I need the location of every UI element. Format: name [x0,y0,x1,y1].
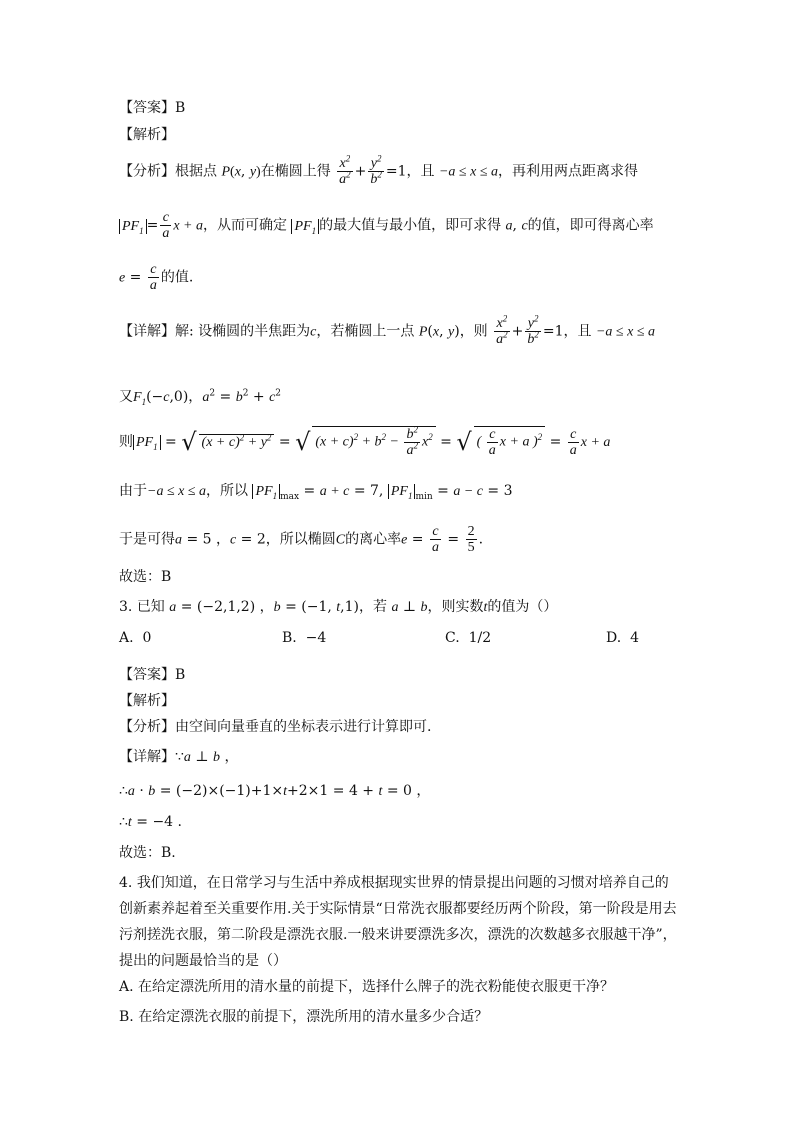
q2-analysis-tag [119,124,175,144]
q3-analysis-tag: 【解析】 [119,693,175,709]
option-a: A. 0 [119,630,152,646]
q2-conclusion: 故选：B [119,569,172,585]
q2-youyu-line: 由于−a ≤ x ≤ a，所以 $PF_1$ $_{max}$ = a + c = 7, $PF_1$ $_{min}$ = a − c = 3 [119,483,513,502]
q2-yushi-line: 于是可得a = 5 ，c = 2，所以椭圆C的离心率e = $\frac{c}{a}$ = $\frac{2}{5}$ . [119,524,484,555]
q4-option-b: B. 在给定漂洗衣服的前提下，漂洗所用的清水量多少合适？ [119,1009,489,1025]
q3-options [119,630,679,656]
q3-detail-line-2: ∴a · b = (−2)×(−1)+1×t+2×1 = 4 + t = 0 ， [119,783,431,799]
q2-fenxi-line-2: $PF_1$ = $\frac{c}{a}$ x + a，从而可确定 $PF_1$ 的最大值与最小值，即可求得 a, c的值，即可得离心率 [119,210,654,241]
q4-stem-line-1: 4. 我们知道，在日常学习与生活中养成根据现实世界的情景提出问题的习惯对培养自己的 [119,875,669,891]
analysis-tag: 【解析】 [119,127,175,143]
q2-you-line: 又$F_1(-c,0)$，$a^2 = b^2 + c^2$ [119,388,282,407]
q2-fenxi-line-3: e = $\frac{c}{a}$ 的值. [119,262,194,293]
q4-stem-line-3: 污剂搓洗衣服，第二阶段是漂洗衣服.一般来讲要漂洗多次，漂洗的次数越多衣服越干净”， [119,927,677,943]
option-b: B. −4 [282,630,327,646]
q3-detail-line-1: 【详解】∵a ⊥ b ， [119,749,239,765]
q2-ze-line: 则 $PF_1$ = √ $(x + c)^2 + y^2$ = √ $(x + c)^2 + b^2$ − $\frac{b^2}{a^2}$ $x^2$ = √ ( $\frac{c}{a}$ x + a )$^2$ = $\frac{c}{a}$ x + a [119,424,611,458]
q4-option-a: A. 在给定漂洗所用的清水量的前提下，选择什么牌子的洗衣粉能使衣服更干净？ [119,979,615,995]
q4-stem-line-2: 创新素养起着至关重要作用.关于实际情景“日常洗衣服都要经历两个阶段，第一阶段是用去 [119,901,677,917]
q3-conclusion: 故选：B. [119,845,176,861]
q2-fenxi-line-1: 【分析】根据点 P(x, y)在椭圆上得 $\frac{x^2}{a^2}$ + $\frac{y^2}{b^2}$ =1，且 −a ≤ x ≤ a，再利用两点距离求得 [119,153,639,187]
q4-stem-line-4: 提出的问题最恰当的是（） [119,953,287,969]
q3-stem: 3. 已知 a = (−2,1,2) ，b = (−1, t,1)，若 a ⊥ b，则实数t的值为（） [119,599,558,615]
q3-answer-line: 【答案】B [119,667,186,683]
answer-tag: 【答案】 [119,100,175,116]
answer-value: B [175,100,186,116]
option-c: C. 1/2 [445,630,492,646]
option-d: D. 4 [606,630,640,646]
q2-detail-line-1: 【详解】解: 设椭圆的半焦距为c，若椭圆上一点 P(x, y)，则 $\frac{x^2}{a^2}$ + $\frac{y^2}{b^2}$ =1，且 −a ≤ x ≤ a [119,313,655,347]
q3-detail-line-3: ∴t = −4 . [119,814,182,830]
q3-fenxi-line: 【分析】由空间向量垂直的坐标表示进行计算即可. [119,719,432,735]
q2-answer-line [119,97,185,117]
